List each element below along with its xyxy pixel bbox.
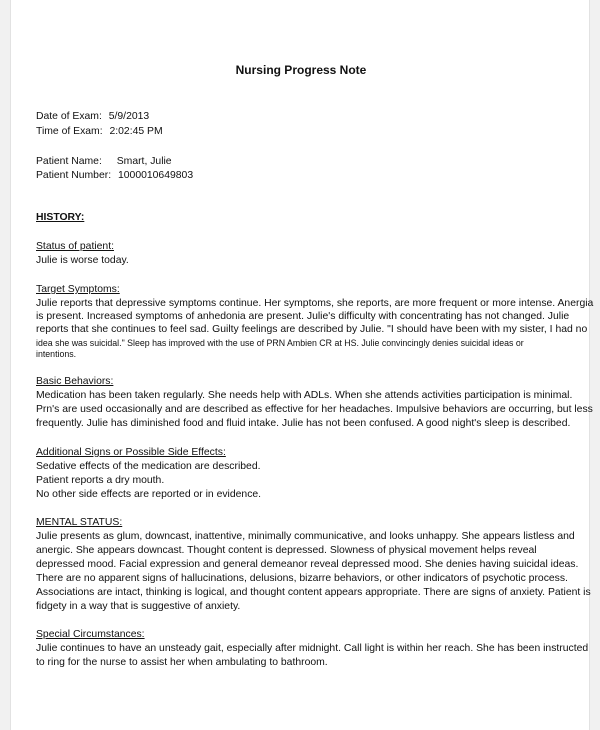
mental-status-line: There are no apparent signs of hallucinations, delusions, bizarre behaviors, or other indicators of psychotic process. — [36, 573, 568, 584]
exam-date-value: 5/9/2013 — [108, 111, 150, 122]
special-circumstances-label: Special Circumstances: — [36, 629, 145, 640]
patient-name-label: Patient Name: — [36, 156, 102, 167]
status-of-patient-label: Status of patient: — [36, 241, 114, 252]
patient-number-row — [36, 169, 193, 182]
additional-signs-label: Additional Signs or Possible Side Effects: — [36, 447, 226, 458]
exam-time-value: 2:02:45 PM — [109, 126, 163, 137]
exam-time-label: Time of Exam: — [36, 126, 103, 137]
target-symptoms-line: intentions. — [36, 349, 77, 359]
patient-number-label: Patient Number: — [36, 170, 112, 181]
basic-behaviors-line: Prn's are used occasionally and are described as effective for her headaches. Impulsive behaviors are occurring, but less — [36, 404, 593, 415]
mental-status-heading: MENTAL STATUS: — [36, 517, 123, 528]
mental-status-line: anergic. She appears downcast. Thought content is depressed. Slowness of physical movement helps reveal — [36, 545, 537, 556]
mental-status-line: Julie presents as glum, downcast, inattentive, minimally communicative, and looks unhappy. She appears listless and — [36, 531, 575, 542]
special-circumstances-line: to ring for the nurse to assist her when ambulating to bathroom. — [36, 657, 328, 668]
additional-signs-line: Sedative effects of the medication are described. — [36, 461, 261, 472]
exam-date-row — [36, 110, 149, 123]
mental-status-line: fidgety in a way that is suggestive of anxiety. — [36, 601, 241, 612]
target-symptoms-line: idea she was suicidal." Sleep has improved with the use of PRN Ambien CR at HS. Julie convincingly denies suicidal ideas or — [36, 338, 524, 348]
exam-time-row — [36, 125, 163, 138]
additional-signs-line: No other side effects are reported or in evidence. — [36, 489, 262, 500]
patient-number-value: 1000010649803 — [117, 170, 194, 181]
patient-name-row — [36, 155, 172, 168]
additional-signs-line: Patient reports a dry mouth. — [36, 475, 165, 486]
target-symptoms-line: Julie reports that depressive symptoms continue. Her symptoms, she reports, are more frequent or more intense. Anergia — [36, 298, 594, 309]
basic-behaviors-line: Medication has been taken regularly. She needs help with ADLs. When she attends activities participation is minimal. — [36, 390, 573, 401]
patient-name-value: Smart, Julie — [116, 156, 172, 167]
basic-behaviors-line: frequently. Julie has diminished food and fluid intake. Julie has not been confused. A good night's sleep is described. — [36, 418, 571, 429]
special-circumstances-line: Julie continues to have an unsteady gait, especially after midnight. Call light is within her reach. She has been instructed — [36, 643, 589, 654]
history-heading: HISTORY: — [36, 212, 85, 223]
mental-status-line: depressed mood. Facial expression and general demeanor reveal depressed mood. She denies having suicidal ideas. — [36, 559, 579, 570]
document-title: Nursing Progress Note — [235, 63, 367, 77]
target-symptoms-label: Target Symptoms: — [36, 284, 120, 295]
exam-date-label: Date of Exam: — [36, 111, 102, 122]
status-of-patient-text: Julie is worse today. — [36, 255, 129, 266]
basic-behaviors-label: Basic Behaviors: — [36, 376, 114, 387]
target-symptoms-line: is present. Increased symptoms of anhedonia are present. Julie's difficulty with concentrating has not changed. Julie — [36, 311, 570, 322]
mental-status-line: Associations are intact, thinking is logical, and thought content appears appropriate. There are signs of anxiety. Patient is — [36, 587, 591, 598]
document-page — [10, 0, 594, 730]
target-symptoms-line: reports that she continues to feel sad. Guilty feelings are described by Julie. "I should have been with my sister, I had no — [36, 324, 588, 335]
